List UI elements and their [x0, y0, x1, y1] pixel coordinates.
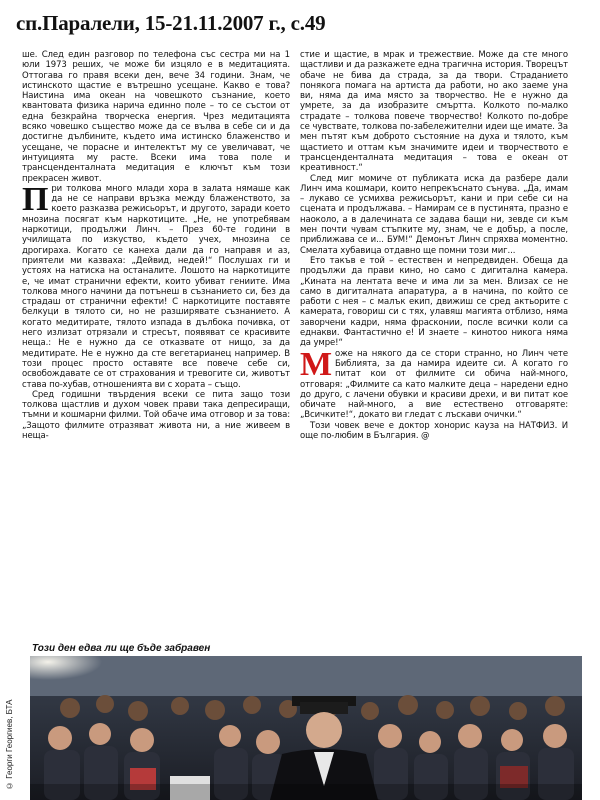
publication-header: сп.Паралели, 15-21.11.2007 г., с.49 [16, 11, 326, 35]
event-photo [30, 656, 582, 800]
end-mark-icon: @ [421, 430, 430, 441]
article-paragraph: След миг момиче от публиката иска да разбере дали Линч има кошмари, които непрекъснато сънува. „Да, имам – лукаво се усмихва режисьорът, кани и при себе си на сцената и продължава. – Намирам се в пустинята, празно е наоколо, а в далечината се задава бащи ни, зевде си към мен почти чувам стъпките му, знам, че е добър, а после, приближава се и... БУМ!“ Демонът Линч спряхва моментно. Смелата хубавица отдавно ще помни този миг... [300, 173, 568, 256]
crowd-photo-illustration [30, 656, 582, 800]
dropcap-letter: М [300, 345, 332, 383]
article-paragraph-dropcap [22, 180, 290, 390]
article-paragraph-text: ри толкова много млади хора в залата нямаше как да не се направи връзка между блаженството, за което разказва режисьорът, и другото, заради което мнозина посягат към наркотиците. „Не, не употребявам наркотици, продължи Линч. – През 60-те години в училищата по изкуство, където учех, мнозина се дрогираха. Когато се канеха дали да го направя и аз, приятели ми казваха: „Дейвид, недей!“ Послушах ги и устоях на натиска на останалите. Лошото на наркотиците е, че имат странични ефекти, които убиват гениите. Има толкова много начини да потънеш в съзнанието си, без да страдаш от странични ефекти! С наркотиците поставяте белкуци в тялото си, но не разширявате съзнанието. А когато медитирате, тялото изпада в дълбока почивка, от него излизат отрязали и стресът, появяват се красивите неща.: Не е нужно да се отказвате от нищо, за да медитирате. Не е нужно да сте вегетарианец например. В този процес просто оставяте все повече себе си, освобождавате се от страхования и тревогите си, животът ставa по-хубав, отношенията ви с хората – също. [22, 183, 290, 390]
article-paragraph-dropcap [300, 345, 568, 421]
article-paragraph: стие и щастие, в мрак и трежествие. Може да сте много щастливи и да разкажете една трагична история. Творецът обаче не бива да страда, за да твори. Страданието понякога помага на артиста да работи, но ако заеме уна ви, няма да има място за творчество. Не е нужно да умрете, за да изобразите смъртта. Колкото по-малко страдате – толкова повече творчество! Колкото по-добре се чувствате, толкова по-забележителни идеи ще имате. За мен пътят към доброто състояние на духа и тялото, към щастието и оттам към значимите идеи и творчеството е трансценденталната медитация – това е океан от креативност.“ [300, 50, 568, 174]
article-paragraph: ше. След един разговор по телефона със сестра ми на 1 юли 1973 реших, че може би изцяло е в медитацията. Оттогава го правя всеки ден, вече 34 години. Знам, че истинското щастие е вътрешно усещане. Какво е това? Наистина има океан на човешкото съзнание, което квантовата физика нарича единно поле – то се състои от една безкрайна творческа енергия. Чрез медитацията всяко човешко същество може да се вълва в себе си и да достигне дълбините, където има истинско блаженство и усещане, че порасне и интелектът му се увеличават, че интуицията му расте. Всеки има това поле и трансценденталната медитация е ключът към този прекрасен живот. [22, 50, 290, 184]
photo-caption: Този ден едва ли ще бъде забравен [32, 643, 211, 654]
article-column-left [22, 50, 290, 640]
article-paragraph: Сред годишни твърдения всеки се пита защо този толкова щастлив и духом човек прави така депресиращи, тъмни и кошмарни филми. Той обаче има отговор и за това: „Защото филмите отразяват живота ни, а ние живеем в неща- [22, 389, 290, 441]
article-paragraph-text: оже на някого да се стори странно, но Линч чете Библията, за да намира идеите си. А когато го питат кои от филмите си обича най-много, отговаря: „Филмите са като малките деца – наредени едно до друго, с лачени обувки и красиви дрехи, и ви питат кое обичате най-много, а вие естествено отговаряте: „Всичките!“, докато ви гледат с лъскави очички.“ [300, 348, 568, 421]
article-paragraph [300, 421, 568, 442]
dropcap-letter: П [22, 180, 49, 218]
article-column-right [300, 50, 568, 640]
article-paragraph-text: Този човек вече е доктор хонорис кауза на НАТФИЗ. И още по-любим в България. [300, 420, 568, 441]
photo-credit: © Георги Георгиев, БТА [5, 699, 14, 790]
article-paragraph: Ето такъв е той – естествен и непредвиден. Обеща да продължи да прави кино, но само с дигитална камера. „Кината на лентата вече и има ли за мен. Влизах се не само в дигиталната апаратура, а в начина, по който се работи с нея – с малък екип, движиш се сред актьорите с камерата, говориш си с тях, улавяш магията отблизо, няма заворчени кадри, няма фрасконии, после всички коли са еднакви. Фантастично е! И знаете – кинотоо никога няма да умре!“ [300, 255, 568, 349]
